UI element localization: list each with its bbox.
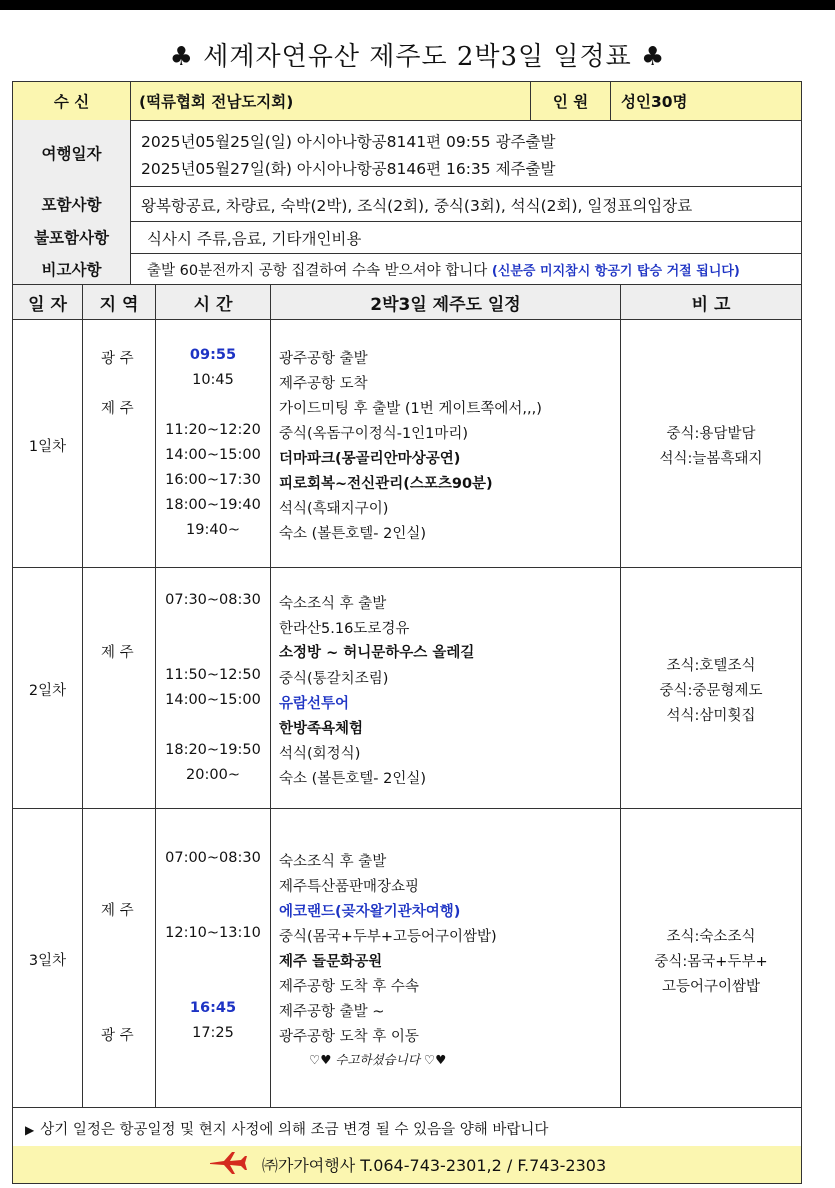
day2-item-5: 유람선투어 — [279, 696, 350, 712]
company-row — [12, 1146, 802, 1184]
day1-item-8: 숙소 (볼튼호텔- 2인실) — [279, 526, 427, 542]
day1-time-1: 09:55 — [189, 347, 237, 363]
note-label: 비고사항 — [13, 253, 131, 284]
day1-label — [13, 435, 82, 456]
top-bar — [0, 0, 835, 10]
divider — [270, 319, 271, 1107]
day1-time-7: 19:40~ — [186, 522, 240, 538]
day2-item-8: 숙소 (볼튼호텔- 2인실) — [279, 771, 427, 787]
company-wrap — [13, 1146, 801, 1183]
header-schedule: 2박3일 제주도 일정 — [271, 285, 621, 319]
notice-row — [12, 1107, 802, 1147]
day1-time-6: 18:00~19:40 — [165, 497, 261, 513]
day2-item-3: 소정방 ~ 허니문하우스 올레길 — [279, 645, 475, 661]
header-day: 일 자 — [13, 285, 83, 319]
day1-item-7: 석식(흑돼지구이) — [279, 501, 389, 517]
day3-remark-1: 조식:숙소조식 — [666, 929, 756, 945]
day1-time-4: 14:00~15:00 — [165, 447, 261, 463]
header-time: 시 간 — [156, 285, 271, 319]
exclude-row — [12, 221, 802, 254]
divider — [13, 808, 801, 809]
day3-time-1: 07:00~08:30 — [165, 850, 261, 866]
day2-region-1: 제 주 — [101, 645, 134, 661]
day2-time-1: 07:30~08:30 — [165, 592, 261, 608]
day1-item-6: 피로회복~전신관리(스포츠90분) — [279, 476, 493, 492]
day3-item-3: 에코랜드(곶자왈기관차여행) — [279, 904, 461, 920]
day1-item-1: 광주공항 출발 — [279, 351, 368, 367]
people-value: 성인30명 — [621, 93, 688, 111]
day1-item-2: 제주공항 도착 — [279, 376, 368, 392]
table-header — [13, 285, 801, 320]
company-info: ㈜가가여행사 T.064-743-2301,2 / F.743-2303 — [261, 1156, 607, 1175]
triangle-bullet-icon: ▶ — [25, 1123, 35, 1137]
date-line-1: 2025년05월25일(일) 아시아나항공8141편 09:55 광주출발 — [141, 133, 556, 151]
recipient-row — [12, 81, 802, 121]
include-row — [12, 186, 802, 222]
note-row — [12, 253, 802, 285]
notice-wrap — [25, 1118, 548, 1139]
exclude-value: 식사시 주류,음료, 기타개인비용 — [147, 230, 362, 248]
day1-item-4: 중식(옥돔구이정식-1인1마리) — [279, 426, 469, 442]
day2-time-2: 11:50~12:50 — [165, 667, 261, 683]
day2-remark-1: 조식:호텔조식 — [666, 658, 756, 674]
day1-time-3: 11:20~12:20 — [165, 422, 261, 438]
recipient-label: 수 신 — [13, 82, 131, 120]
note-warning: (신분증 미지참시 항공기 탑승 거절 됩니다) — [491, 264, 740, 279]
day2-item-4: 중식(통갈치조림) — [279, 671, 389, 687]
notice-text: 상기 일정은 항공일정 및 현지 사정에 의해 조금 변경 될 수 있음을 양해 바랍니다 — [40, 1122, 549, 1138]
recipient-value: (떡류협회 전남도지회) — [131, 82, 531, 120]
day-label-text: 1일차 — [28, 439, 67, 455]
day3-label: 3일차 — [28, 953, 67, 969]
date-label: 여행일자 — [13, 120, 131, 186]
day3-item-5: 제주 돌문화공원 — [279, 954, 383, 970]
day1-remark-2: 석식:늘봄흑돼지 — [659, 451, 763, 467]
day1-region-2: 제 주 — [101, 401, 134, 417]
day1-time-5: 16:00~17:30 — [165, 472, 261, 488]
day2-time-4: 18:20~19:50 — [165, 742, 261, 758]
day2-time-3: 14:00~15:00 — [165, 692, 261, 708]
header-region: 지 역 — [83, 285, 156, 319]
day3-remark-3: 고등어구이쌈밥 — [661, 979, 761, 995]
day2-time-5: 20:00~ — [186, 767, 240, 783]
day1-item-5: 더마파크(몽골리안마상공연) — [279, 451, 461, 467]
day2-label: 2일차 — [28, 683, 67, 699]
day3-item-4: 중식(몸국+두부+고등어구이쌈밥) — [279, 929, 497, 945]
day3-item-7: 제주공항 출발 ~ — [279, 1004, 385, 1020]
date-line-2: 2025년05월27일(화) 아시아나항공8146편 16:35 제주출발 — [141, 160, 556, 178]
closing-message: ♡♥ 수고하셨습니다 ♡♥ — [309, 1052, 447, 1067]
day3-item-6: 제주공항 도착 후 수속 — [279, 979, 419, 995]
note-value: 출발 60분전까지 공항 집결하여 수속 받으셔야 합니다 — [147, 263, 488, 279]
day2-item-2: 한라산5.16도로경유 — [279, 621, 410, 637]
day3-item-2: 제주특산품판매장쇼핑 — [279, 879, 420, 895]
header-remark: 비 고 — [691, 294, 731, 315]
include-label: 포함사항 — [13, 186, 131, 221]
divider — [82, 319, 83, 1107]
day3-time-3: 16:45 — [189, 1000, 237, 1016]
day3-region-2: 광 주 — [101, 1028, 134, 1044]
date-row — [12, 120, 802, 187]
day1-time-2: 10:45 — [192, 372, 234, 388]
include-value: 왕복항공료, 차량료, 숙박(2박), 조식(2회), 중식(3회), 석식(2회), 일정표의입장료 — [141, 197, 693, 215]
divider — [13, 567, 801, 568]
day3-remark-2: 중식:몸국+두부+ — [654, 954, 768, 970]
note-text-wrap — [147, 259, 740, 280]
day3-time-2: 12:10~13:10 — [165, 925, 261, 941]
airplane-logo-icon — [208, 1150, 248, 1180]
day3-time-4: 17:25 — [192, 1025, 234, 1041]
people-label: 인 원 — [531, 82, 611, 120]
day2-remark-3: 석식:삼미횟집 — [666, 708, 756, 724]
day3-region-1: 제 주 — [101, 903, 134, 919]
day2-item-1: 숙소조식 후 출발 — [279, 596, 387, 612]
exclude-label: 불포함사항 — [13, 221, 131, 253]
schedule-table — [12, 284, 802, 1108]
day2-item-6: 한방족욕체험 — [279, 721, 364, 737]
day3-item-8: 광주공항 도착 후 이동 — [279, 1029, 419, 1045]
day3-item-1: 숙소조식 후 출발 — [279, 854, 387, 870]
day1-remark-1: 중식:용담밭담 — [666, 426, 756, 442]
day1-region-1: 광 주 — [101, 351, 134, 367]
day2-item-7: 석식(회정식) — [279, 746, 361, 762]
day1-item-3: 가이드미팅 후 출발 (1번 게이트쪽에서,,,) — [279, 401, 542, 417]
page-title: ♣ 세계자연유산 제주도 2박3일 일정표 ♣ — [169, 42, 666, 72]
day2-remark-2: 중식:중문형제도 — [659, 683, 763, 699]
